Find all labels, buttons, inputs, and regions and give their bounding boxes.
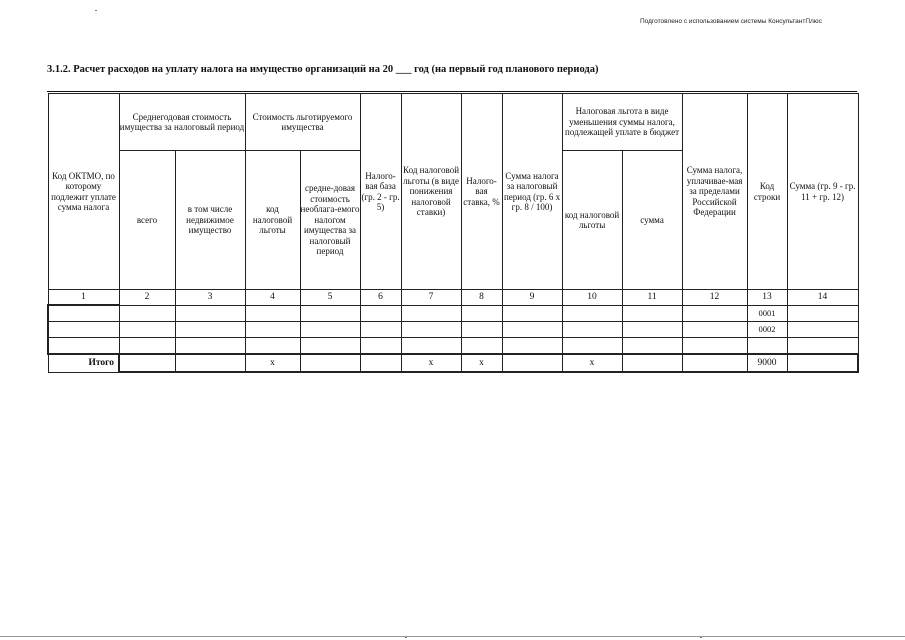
total-row bbox=[48, 354, 858, 372]
header-exempt-value-group: Стоимость льготируемого имущества bbox=[245, 94, 360, 151]
column-number: 8 bbox=[461, 290, 502, 306]
data-cell[interactable] bbox=[300, 305, 360, 322]
table-row bbox=[48, 338, 858, 355]
header-foreign-tax: Сумма налога, уплачивае-мая за пределами Российской Федерации bbox=[682, 94, 747, 290]
data-cell[interactable] bbox=[787, 338, 858, 355]
section-title: 3.1.2. Расчет расходов на уплату налога на имущество организаций на 20 ___ год (на первый год планового периода) bbox=[47, 64, 599, 75]
column-number: 1 bbox=[48, 290, 119, 306]
data-cell[interactable] bbox=[622, 322, 682, 338]
header-real-estate: в том числе недвижимое имущество bbox=[175, 151, 245, 290]
data-cell[interactable] bbox=[245, 305, 300, 322]
header-row-top bbox=[48, 94, 858, 151]
data-cell[interactable] bbox=[401, 322, 461, 338]
data-cell[interactable] bbox=[461, 338, 502, 355]
column-number: 12 bbox=[682, 290, 747, 306]
header-oktmo-code: Код ОКТМО, по которому подлежит уплате сумма налога bbox=[48, 94, 119, 290]
data-cell[interactable] bbox=[502, 338, 562, 355]
data-cell[interactable] bbox=[119, 322, 175, 338]
table-row bbox=[48, 322, 858, 338]
oktmo-cell[interactable] bbox=[48, 322, 119, 338]
line-code-cell bbox=[747, 338, 787, 355]
data-cell[interactable] bbox=[622, 305, 682, 322]
header-benefit-sum: сумма bbox=[622, 151, 682, 290]
header-exempt-benefit-code: код налоговой льготы bbox=[245, 151, 300, 290]
header-tax-amount: Сумма налога за налоговый период (гр. 6 x гр. 8 / 100) bbox=[502, 94, 562, 290]
total-line-code: 9000 bbox=[747, 354, 787, 372]
data-cell[interactable] bbox=[401, 305, 461, 322]
header-avg-value-group: Среднегодовая стоимость имущества за налоговый период bbox=[119, 94, 245, 151]
scan-speck bbox=[700, 637, 702, 638]
column-number: 9 bbox=[502, 290, 562, 306]
header-rate-benefit-code: Код налоговой льготы (в виде понижения налоговой ставки) bbox=[401, 94, 461, 290]
header-exempt-avg-value: средне-довая стоимость необлага-емого налогом имущества за налоговый период bbox=[300, 151, 360, 290]
line-code-cell: 0002 bbox=[747, 322, 787, 338]
column-number: 14 bbox=[787, 290, 858, 306]
data-cell[interactable] bbox=[682, 322, 747, 338]
total-x-mark: х bbox=[245, 354, 300, 372]
data-cell[interactable] bbox=[622, 338, 682, 355]
data-cell[interactable] bbox=[787, 305, 858, 322]
table-top-rule bbox=[47, 91, 857, 92]
data-cell[interactable] bbox=[119, 338, 175, 355]
total-cell[interactable] bbox=[300, 354, 360, 372]
column-number-row bbox=[48, 290, 858, 306]
column-number: 3 bbox=[175, 290, 245, 306]
header-benefit-code: код налоговой льготы bbox=[562, 151, 622, 290]
total-x-mark: х bbox=[562, 354, 622, 372]
header-benefit-group: Налоговая льгота в виде уменьшения суммы налога, подлежащей уплате в бюджет bbox=[562, 94, 682, 151]
data-cell[interactable] bbox=[682, 338, 747, 355]
scan-speck bbox=[405, 637, 407, 638]
data-cell[interactable] bbox=[502, 305, 562, 322]
data-cell[interactable] bbox=[682, 305, 747, 322]
total-cell[interactable] bbox=[622, 354, 682, 372]
data-cell[interactable] bbox=[300, 322, 360, 338]
header-line-code: Код строки bbox=[747, 94, 787, 290]
data-cell[interactable] bbox=[175, 305, 245, 322]
column-number: 4 bbox=[245, 290, 300, 306]
total-x-mark: х bbox=[401, 354, 461, 372]
data-cell[interactable] bbox=[502, 322, 562, 338]
column-number: 13 bbox=[747, 290, 787, 306]
data-cell[interactable] bbox=[461, 322, 502, 338]
table-row bbox=[48, 305, 858, 322]
total-cell[interactable] bbox=[175, 354, 245, 372]
tax-calculation-table bbox=[47, 93, 859, 373]
column-number: 2 bbox=[119, 290, 175, 306]
total-label: Итого bbox=[48, 354, 119, 372]
data-cell[interactable] bbox=[245, 338, 300, 355]
scan-speck bbox=[95, 10, 97, 11]
total-cell[interactable] bbox=[119, 354, 175, 372]
column-number: 10 bbox=[562, 290, 622, 306]
scan-edge-line bbox=[0, 636, 905, 637]
column-number: 6 bbox=[360, 290, 401, 306]
total-cell[interactable] bbox=[360, 354, 401, 372]
data-cell[interactable] bbox=[360, 322, 401, 338]
data-cell[interactable] bbox=[562, 305, 622, 322]
header-tax-base: Налого-вая база (гр. 2 - гр. 5) bbox=[360, 94, 401, 290]
oktmo-cell[interactable] bbox=[48, 338, 119, 355]
total-cell[interactable] bbox=[502, 354, 562, 372]
header-tax-rate: Налого-вая ставка, % bbox=[461, 94, 502, 290]
data-cell[interactable] bbox=[360, 305, 401, 322]
data-cell[interactable] bbox=[245, 322, 300, 338]
oktmo-cell[interactable] bbox=[48, 305, 119, 322]
header-total-sum: Сумма (гр. 9 - гр. 11 + гр. 12) bbox=[787, 94, 858, 290]
total-cell[interactable] bbox=[682, 354, 747, 372]
total-x-mark: х bbox=[461, 354, 502, 372]
header-total-value: всего bbox=[119, 151, 175, 290]
line-code-cell: 0001 bbox=[747, 305, 787, 322]
data-cell[interactable] bbox=[300, 338, 360, 355]
column-number: 7 bbox=[401, 290, 461, 306]
consultant-stamp: Подготовлено с использованием системы КонсультантПлюс bbox=[640, 18, 822, 25]
data-cell[interactable] bbox=[175, 338, 245, 355]
data-cell[interactable] bbox=[562, 338, 622, 355]
data-cell[interactable] bbox=[401, 338, 461, 355]
total-cell[interactable] bbox=[787, 354, 858, 372]
data-cell[interactable] bbox=[119, 305, 175, 322]
data-cell[interactable] bbox=[360, 338, 401, 355]
data-cell[interactable] bbox=[562, 322, 622, 338]
data-cell[interactable] bbox=[175, 322, 245, 338]
column-number: 5 bbox=[300, 290, 360, 306]
data-cell[interactable] bbox=[787, 322, 858, 338]
data-cell[interactable] bbox=[461, 305, 502, 322]
column-number: 11 bbox=[622, 290, 682, 306]
